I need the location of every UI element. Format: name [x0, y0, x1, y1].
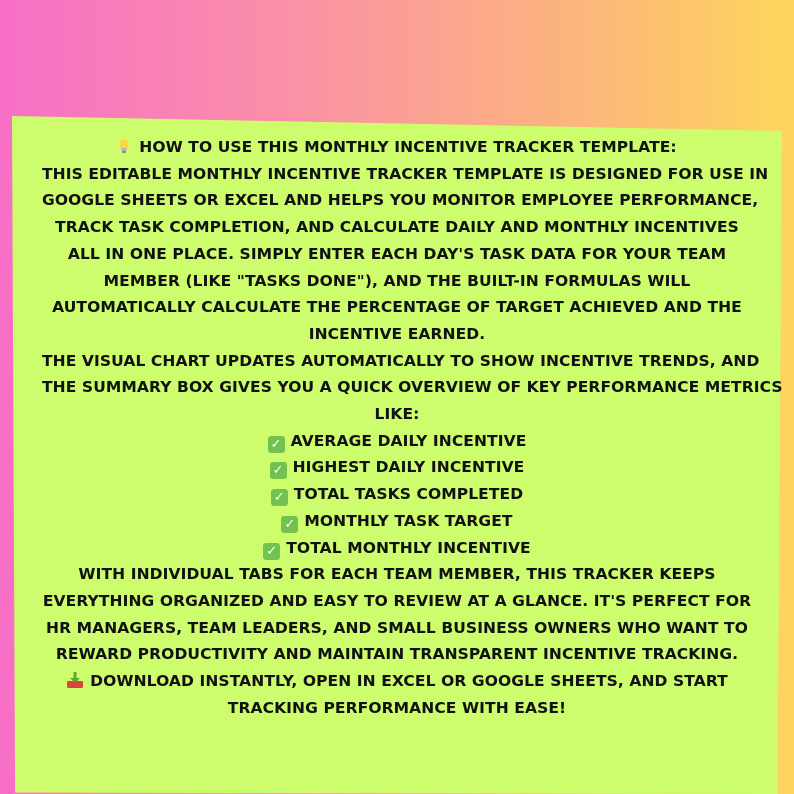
chart-line: THE SUMMARY BOX GIVES YOU A QUICK OVERVIEW OF KEY PERFORMANCE METRICS: [42, 378, 783, 397]
download-tray-icon: [66, 671, 84, 689]
intro-line: MEMBER (LIKE "TASKS DONE"), AND THE BUILT-IN FORMULAS WILL: [103, 271, 691, 290]
metric-item: [42, 481, 752, 508]
metric-label: MONTHLY TASK TARGET: [304, 511, 513, 530]
download-line: [42, 668, 752, 695]
download-text: DOWNLOAD INSTANTLY, OPEN IN EXCEL OR GOOGLE SHEETS, AND START: [90, 672, 728, 691]
check-mark-icon: ✓: [271, 489, 288, 506]
heading-line: [42, 134, 752, 161]
metric-item: [42, 535, 752, 562]
metric-label: AVERAGE DAILY INCENTIVE: [290, 431, 527, 450]
chart-line: THE VISUAL CHART UPDATES AUTOMATICALLY TO SHOW INCENTIVE TRENDS, AND: [42, 351, 760, 370]
intro-line: GOOGLE SHEETS OR EXCEL AND HELPS YOU MONITOR EMPLOYEE PERFORMANCE,: [42, 191, 759, 210]
heading-text: HOW TO USE THIS MONTHLY INCENTIVE TRACKER TEMPLATE:: [139, 138, 677, 156]
lightbulb-icon: [117, 138, 131, 154]
check-mark-icon: ✓: [263, 543, 280, 560]
intro-line: ALL IN ONE PLACE. SIMPLY ENTER EACH DAY'S TASK DATA FOR YOUR TEAM: [67, 244, 727, 263]
download-line-end: TRACKING PERFORMANCE WITH EASE!: [227, 698, 567, 717]
metric-item: [42, 428, 752, 455]
metric-label: HIGHEST DAILY INCENTIVE: [292, 458, 525, 477]
check-mark-icon: ✓: [268, 436, 285, 453]
outro-line: WITH INDIVIDUAL TABS FOR EACH TEAM MEMBER, THIS TRACKER KEEPS: [78, 565, 716, 584]
intro-line: THIS EDITABLE MONTHLY INCENTIVE TRACKER TEMPLATE IS DESIGNED FOR USE IN: [42, 164, 769, 183]
metric-label: TOTAL TASKS COMPLETED: [293, 485, 524, 504]
metric-label: TOTAL MONTHLY INCENTIVE: [286, 538, 531, 557]
description-text: [42, 134, 783, 721]
intro-line: INCENTIVE EARNED.: [308, 324, 486, 343]
outro-line: HR MANAGERS, TEAM LEADERS, AND SMALL BUSINESS OWNERS WHO WANT TO: [46, 618, 748, 637]
check-mark-icon: ✓: [281, 516, 298, 533]
check-mark-icon: ✓: [270, 462, 287, 479]
outro-line: EVERYTHING ORGANIZED AND EASY TO REVIEW AT A GLANCE. IT'S PERFECT FOR: [42, 591, 752, 610]
metric-item: [42, 454, 752, 481]
intro-line: TRACK TASK COMPLETION, AND CALCULATE DAILY AND MONTHLY INCENTIVES: [55, 218, 739, 237]
chart-line: LIKE:: [374, 405, 420, 424]
outro-line: REWARD PRODUCTIVITY AND MAINTAIN TRANSPARENT INCENTIVE TRACKING.: [55, 645, 739, 664]
intro-line: AUTOMATICALLY CALCULATE THE PERCENTAGE OF TARGET ACHIEVED AND THE: [52, 298, 742, 317]
metric-item: [42, 508, 752, 535]
